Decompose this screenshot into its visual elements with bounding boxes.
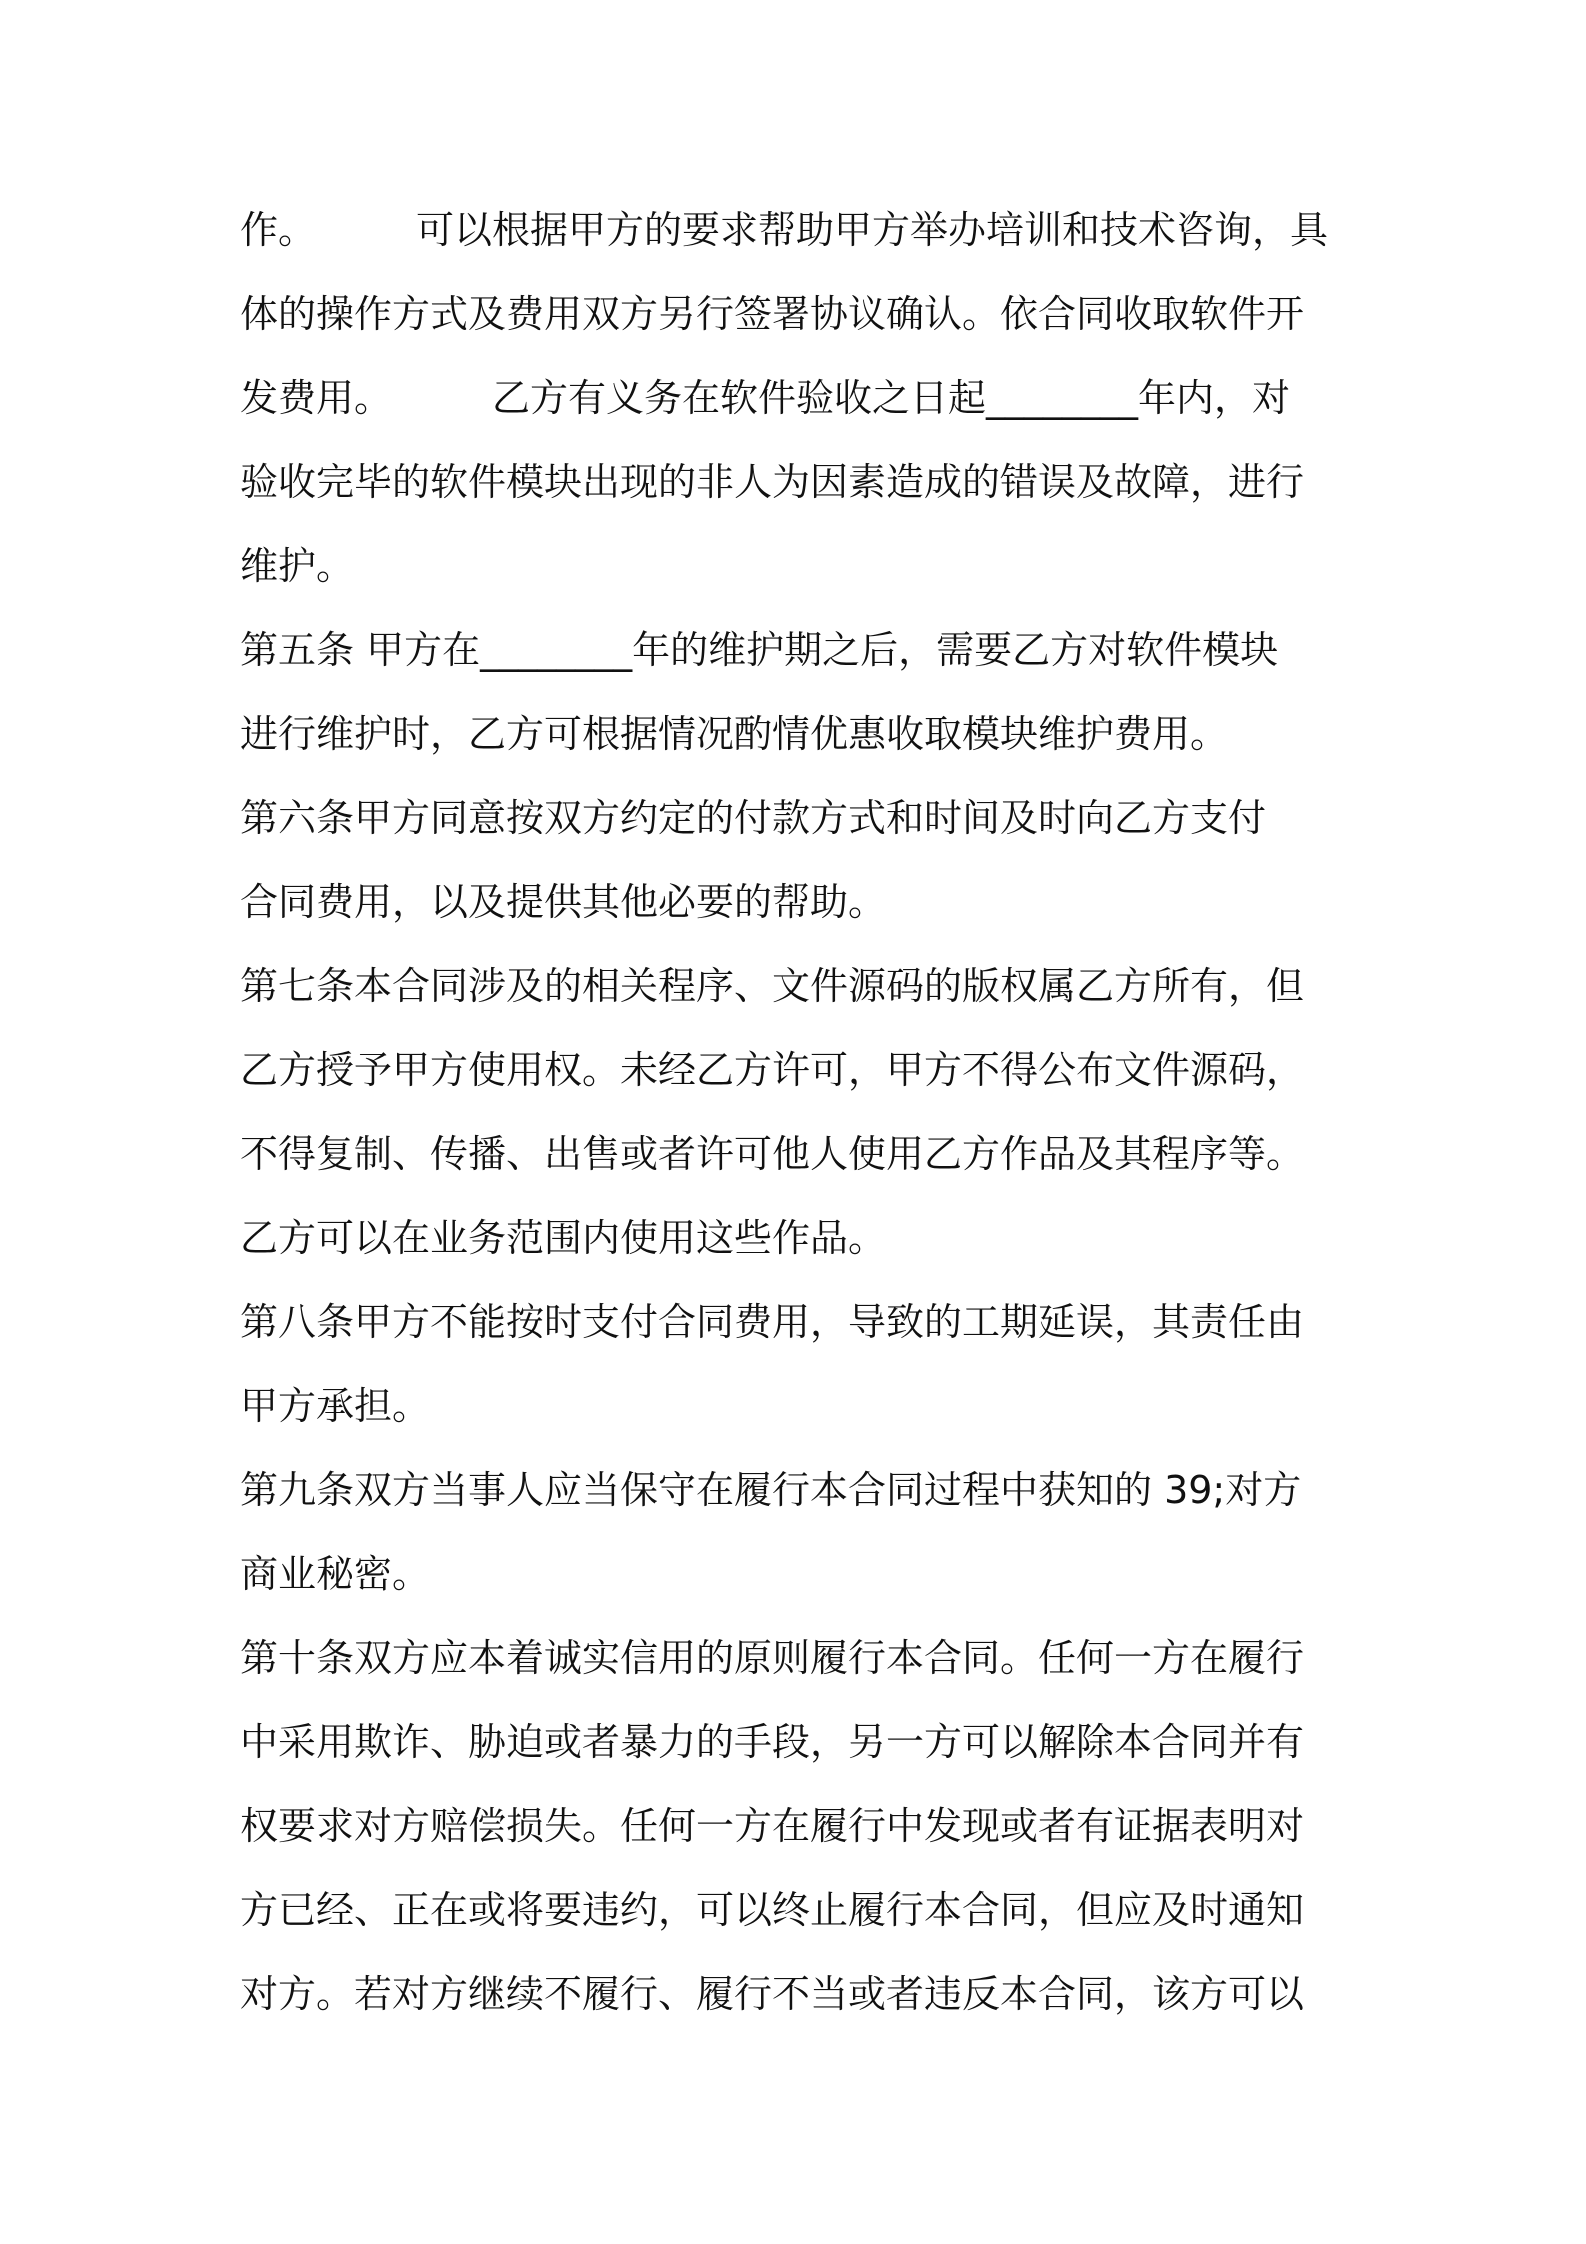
text-line: 第六条甲方同意按双方约定的付款方式和时间及时向乙方支付: [240, 796, 1267, 840]
text-line: 合同费用，以及提供其他必要的帮助。: [240, 880, 887, 924]
text-line: 第七条本合同涉及的相关程序、文件源码的版权属乙方所有，但: [240, 964, 1305, 1008]
document-body: [240, 188, 1350, 2036]
text-line: 维护。: [240, 544, 355, 588]
text-line: 验收完毕的软件模块出现的非人为因素造成的错误及故障，进行: [240, 460, 1305, 504]
text-line: 作。 可以根据甲方的要求帮助甲方举办培训和技术咨询，具: [240, 208, 1329, 252]
text-line: 体的操作方式及费用双方另行签署协议确认。依合同收取软件开: [240, 292, 1305, 336]
text-line: 发费用。 乙方有义务在软件验收之日起________年内，对: [240, 376, 1291, 420]
text-line: 第九条双方当事人应当保守在履行本合同过程中获知的 39;对方: [240, 1468, 1302, 1512]
text-line: 乙方可以在业务范围内使用这些作品。: [240, 1216, 887, 1260]
text-line: 第五条 甲方在________年的维护期之后，需要乙方对软件模块: [240, 628, 1279, 672]
text-line: 进行维护时，乙方可根据情况酌情优惠收取模块维护费用。: [240, 712, 1229, 756]
text-line: 对方。若对方继续不履行、履行不当或者违反本合同，该方可以: [240, 1972, 1305, 2016]
text-line: 不得复制、传播、出售或者许可他人使用乙方作品及其程序等。: [240, 1132, 1305, 1176]
text-line: 权要求对方赔偿损失。任何一方在履行中发现或者有证据表明对: [240, 1804, 1305, 1848]
text-line: 第十条双方应本着诚实信用的原则履行本合同。任何一方在履行: [240, 1636, 1305, 1680]
text-line: 第八条甲方不能按时支付合同费用，导致的工期延误，其责任由: [240, 1300, 1305, 1344]
text-line: 商业秘密。: [240, 1552, 431, 1596]
text-line: 中采用欺诈、胁迫或者暴力的手段，另一方可以解除本合同并有: [240, 1720, 1305, 1764]
text-line: 甲方承担。: [240, 1384, 431, 1428]
text-line: 方已经、正在或将要违约，可以终止履行本合同，但应及时通知: [240, 1888, 1305, 1932]
text-line: 乙方授予甲方使用权。未经乙方许可，甲方不得公布文件源码，: [240, 1048, 1305, 1092]
